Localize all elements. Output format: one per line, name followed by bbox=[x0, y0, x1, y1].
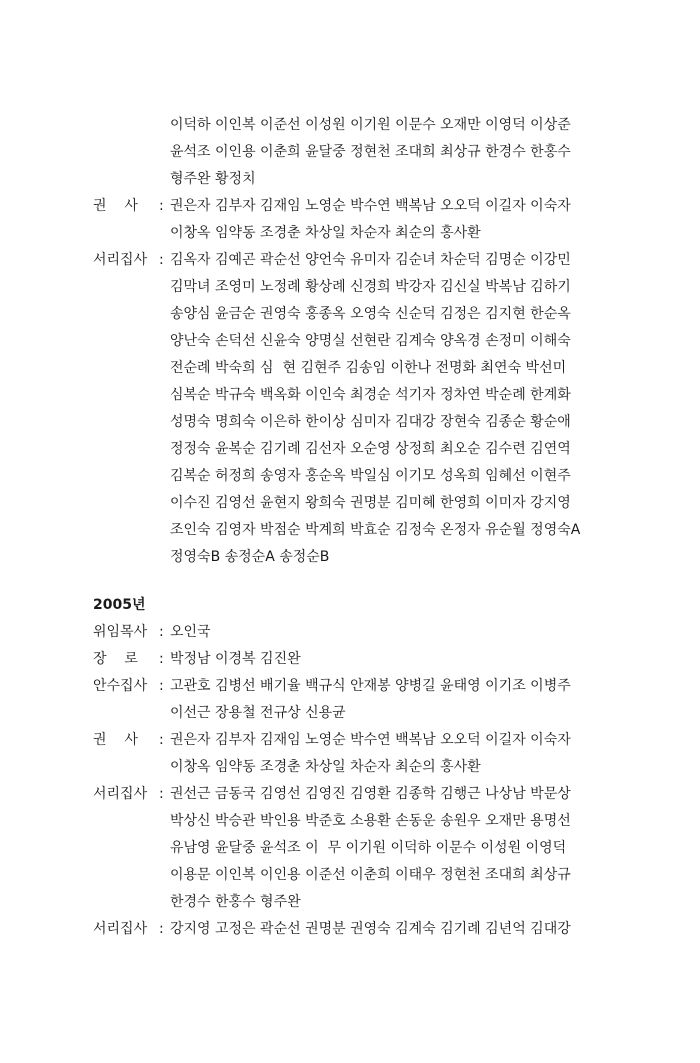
name-line: 권은자 김부자 김재임 노영순 박수연 백복남 오오덕 이길자 이숙자 bbox=[170, 198, 571, 214]
role-label-text: 권 사 bbox=[93, 198, 138, 214]
name-line: 정영숙B 송정순A 송정순B bbox=[170, 549, 330, 565]
name-line: 성명숙 명희숙 이은하 한이상 심미자 김대강 장현숙 김종순 황순애 bbox=[170, 414, 571, 430]
name-line: 이선근 장용철 전규상 신용균 bbox=[170, 705, 346, 721]
name-line: 김복순 허정희 송영자 홍순옥 박일심 이기모 성옥희 임혜선 이현주 bbox=[170, 468, 571, 484]
name-line: 한경수 한홍수 형주완 bbox=[170, 894, 301, 910]
name-line: 이덕하 이인복 이준선 이성원 이기원 이문수 오재만 이영덕 이상준 bbox=[170, 117, 571, 133]
name-list bbox=[170, 781, 610, 916]
name-line: 전순례 박숙희 심 현 김현주 김송임 이한나 전명화 최연숙 박선미 bbox=[170, 360, 567, 376]
name-line: 형주완 황정치 bbox=[170, 171, 256, 187]
role-colon: : bbox=[159, 252, 164, 268]
name-list bbox=[170, 646, 610, 673]
year-heading: 2005년 bbox=[93, 597, 146, 613]
role-colon: : bbox=[159, 624, 164, 640]
name-line: 이창옥 임약동 조경춘 차상일 차순자 최순의 홍사환 bbox=[170, 759, 481, 775]
role-colon: : bbox=[159, 786, 164, 802]
name-line: 유남영 윤달중 윤석조 이 무 이기원 이덕하 이문수 이성원 이영덕 bbox=[170, 840, 567, 856]
name-list bbox=[170, 193, 610, 247]
name-line: 강지영 고정은 곽순선 권명분 권영숙 김계숙 김기례 김년억 김대강 bbox=[170, 921, 571, 937]
name-list bbox=[170, 112, 610, 193]
name-line: 권선근 금동국 김영선 김영진 김영환 김종학 김행근 나상남 박문상 bbox=[170, 786, 571, 802]
role-colon: : bbox=[159, 921, 164, 937]
role-label-text: 서리집사 bbox=[93, 921, 148, 937]
name-line: 윤석조 이인용 이춘희 윤달중 정현천 조대희 최상규 한경수 한홍수 bbox=[170, 144, 571, 160]
name-line: 오인국 bbox=[170, 624, 211, 640]
name-list bbox=[170, 673, 610, 727]
name-list bbox=[170, 247, 610, 571]
role-label-text: 서리집사 bbox=[93, 786, 148, 802]
name-line: 권은자 김부자 김재임 노영순 박수연 백복남 오오덕 이길자 이숙자 bbox=[170, 732, 571, 748]
name-line: 조인숙 김영자 박점순 박계희 박효순 김정숙 온정자 유순월 정영숙A bbox=[170, 522, 581, 538]
role-colon: : bbox=[159, 678, 164, 694]
name-line: 양난숙 손덕선 신윤숙 양명실 선현란 김계숙 양옥경 손정미 이해숙 bbox=[170, 333, 571, 349]
role-label-text: 서리집사 bbox=[93, 252, 148, 268]
name-list bbox=[170, 727, 610, 781]
name-line: 박상신 박승관 박인용 박준호 소용환 손동운 송원우 오재만 용명선 bbox=[170, 813, 571, 829]
role-label-text: 안수집사 bbox=[93, 678, 148, 694]
role-colon: : bbox=[159, 732, 164, 748]
name-line: 정정숙 윤복순 김기례 김선자 오순영 상정희 최오순 김수련 김연역 bbox=[170, 441, 571, 457]
name-line: 이수진 김영선 윤현지 왕희숙 권명분 김미혜 한영희 이미자 강지영 bbox=[170, 495, 571, 511]
role-colon: : bbox=[159, 651, 164, 667]
name-line: 박정남 이경복 김진완 bbox=[170, 651, 301, 667]
name-line: 이용문 이인복 이인용 이준선 이춘희 이태우 정현천 조대희 최상규 bbox=[170, 867, 571, 883]
role-label-text: 장 로 bbox=[93, 651, 138, 667]
role-label-text: 권 사 bbox=[93, 732, 138, 748]
name-line: 송양심 윤금순 권영숙 홍종옥 오영숙 신순덕 김정은 김지현 한순옥 bbox=[170, 306, 571, 322]
name-line: 이창옥 임약동 조경춘 차상일 차순자 최순의 홍사환 bbox=[170, 225, 481, 241]
name-line: 김옥자 김예곤 곽순선 양언숙 유미자 김순녀 차순덕 김명순 이강민 bbox=[170, 252, 571, 268]
name-line: 김막녀 조영미 노정례 황상례 신경희 박강자 김신실 박복남 김하기 bbox=[170, 279, 571, 295]
name-line: 심복순 박규숙 백옥화 이인숙 최경순 석기자 정차연 박순례 한계화 bbox=[170, 387, 571, 403]
role-colon: : bbox=[159, 198, 164, 214]
role-label-text: 위임목사 bbox=[93, 624, 148, 640]
name-list bbox=[170, 619, 610, 646]
name-list bbox=[170, 916, 610, 943]
name-line: 고관호 김병선 배기율 백규식 안재봉 양병길 윤태영 이기조 이병주 bbox=[170, 678, 571, 694]
